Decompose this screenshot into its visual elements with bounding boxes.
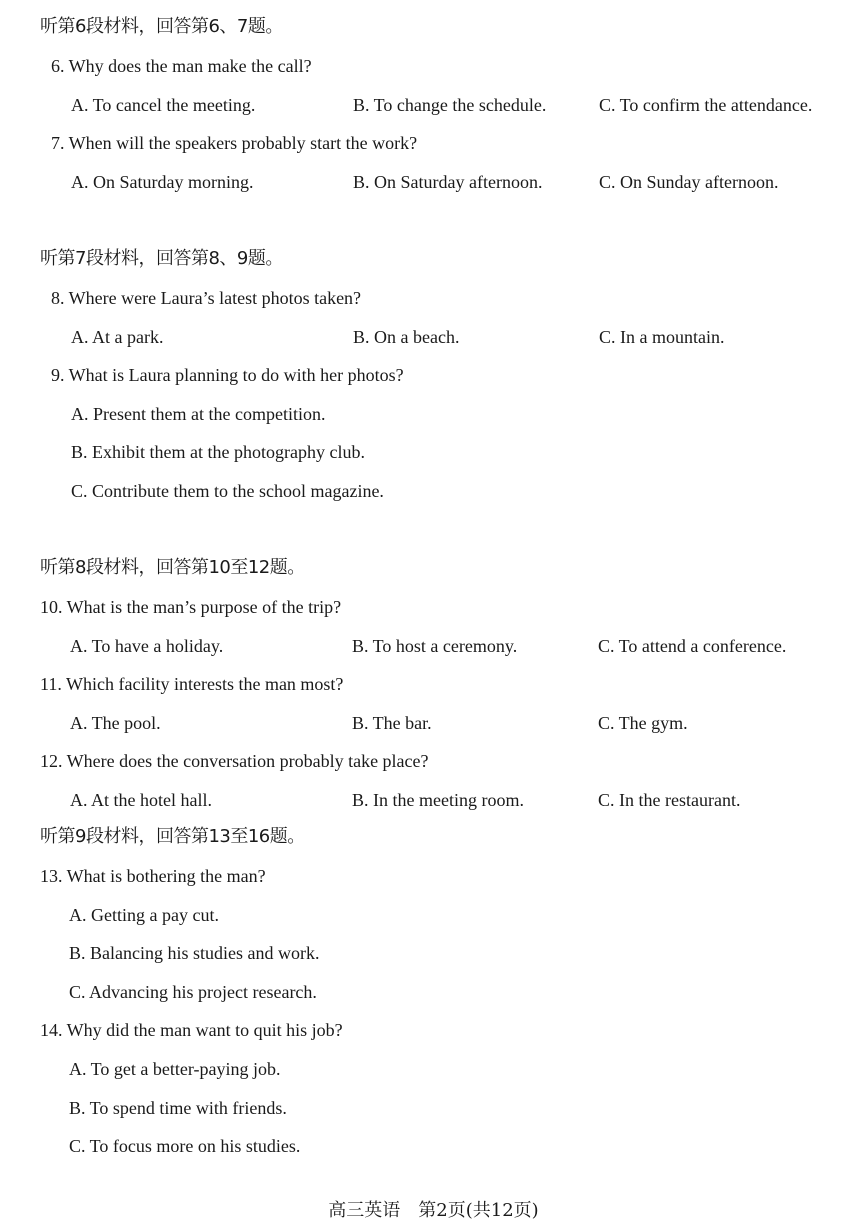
question-stem: 10. What is the man’s purpose of the trip? [40,597,342,617]
option-b: B. To change the schedule. [353,95,547,115]
question-stem: 6. Why does the man make the call? [51,56,312,76]
option-c: C. In the restaurant. [598,790,741,810]
option-c: C. The gym. [598,713,688,733]
option-a: A. Getting a pay cut. [69,905,219,925]
option-c: C. To focus more on his studies. [69,1136,301,1156]
option-a: A. The pool. [70,713,161,733]
section-heading: 听第6段材料，回答第6、7题。 [40,16,283,37]
option-a: A. At the hotel hall. [70,790,212,810]
option-b: B. The bar. [352,713,432,733]
option-c: C. To confirm the attendance. [599,95,813,115]
option-b: B. Balancing his studies and work. [69,943,320,963]
option-c: C. Contribute them to the school magazine. [71,481,384,501]
option-b: B. On Saturday afternoon. [353,172,543,192]
section-heading: 听第7段材料，回答第8、9题。 [40,248,283,269]
question-stem: 8. Where were Laura’s latest photos taken? [51,288,362,308]
page-footer: 高三英语 第2页(共12页) [328,1200,539,1221]
question-stem: 9. What is Laura planning to do with her photos? [51,365,404,385]
section-heading: 听第9段材料，回答第13至16题。 [40,826,305,847]
option-c: C. On Sunday afternoon. [599,172,779,192]
option-c: C. In a mountain. [599,327,725,347]
question-stem: 13. What is bothering the man? [40,866,266,886]
option-b: B. In the meeting room. [352,790,524,810]
option-a: A. To have a holiday. [70,636,224,656]
question-stem: 12. Where does the conversation probably take place? [40,751,429,771]
option-b: B. To host a ceremony. [352,636,518,656]
option-a: A. To get a better-paying job. [69,1059,281,1079]
section-heading: 听第8段材料，回答第10至12题。 [40,557,305,578]
question-stem: 14. Why did the man want to quit his job? [40,1020,343,1040]
question-stem: 7. When will the speakers probably start the work? [51,133,418,153]
option-c: C. Advancing his project research. [69,982,317,1002]
option-b: B. To spend time with friends. [69,1098,287,1118]
option-b: B. Exhibit them at the photography club. [71,442,365,462]
question-stem: 11. Which facility interests the man most? [40,674,344,694]
option-a: A. To cancel the meeting. [71,95,256,115]
option-b: B. On a beach. [353,327,460,347]
option-a: A. Present them at the competition. [71,404,326,424]
option-a: A. On Saturday morning. [71,172,254,192]
option-a: A. At a park. [71,327,164,347]
option-c: C. To attend a conference. [598,636,787,656]
